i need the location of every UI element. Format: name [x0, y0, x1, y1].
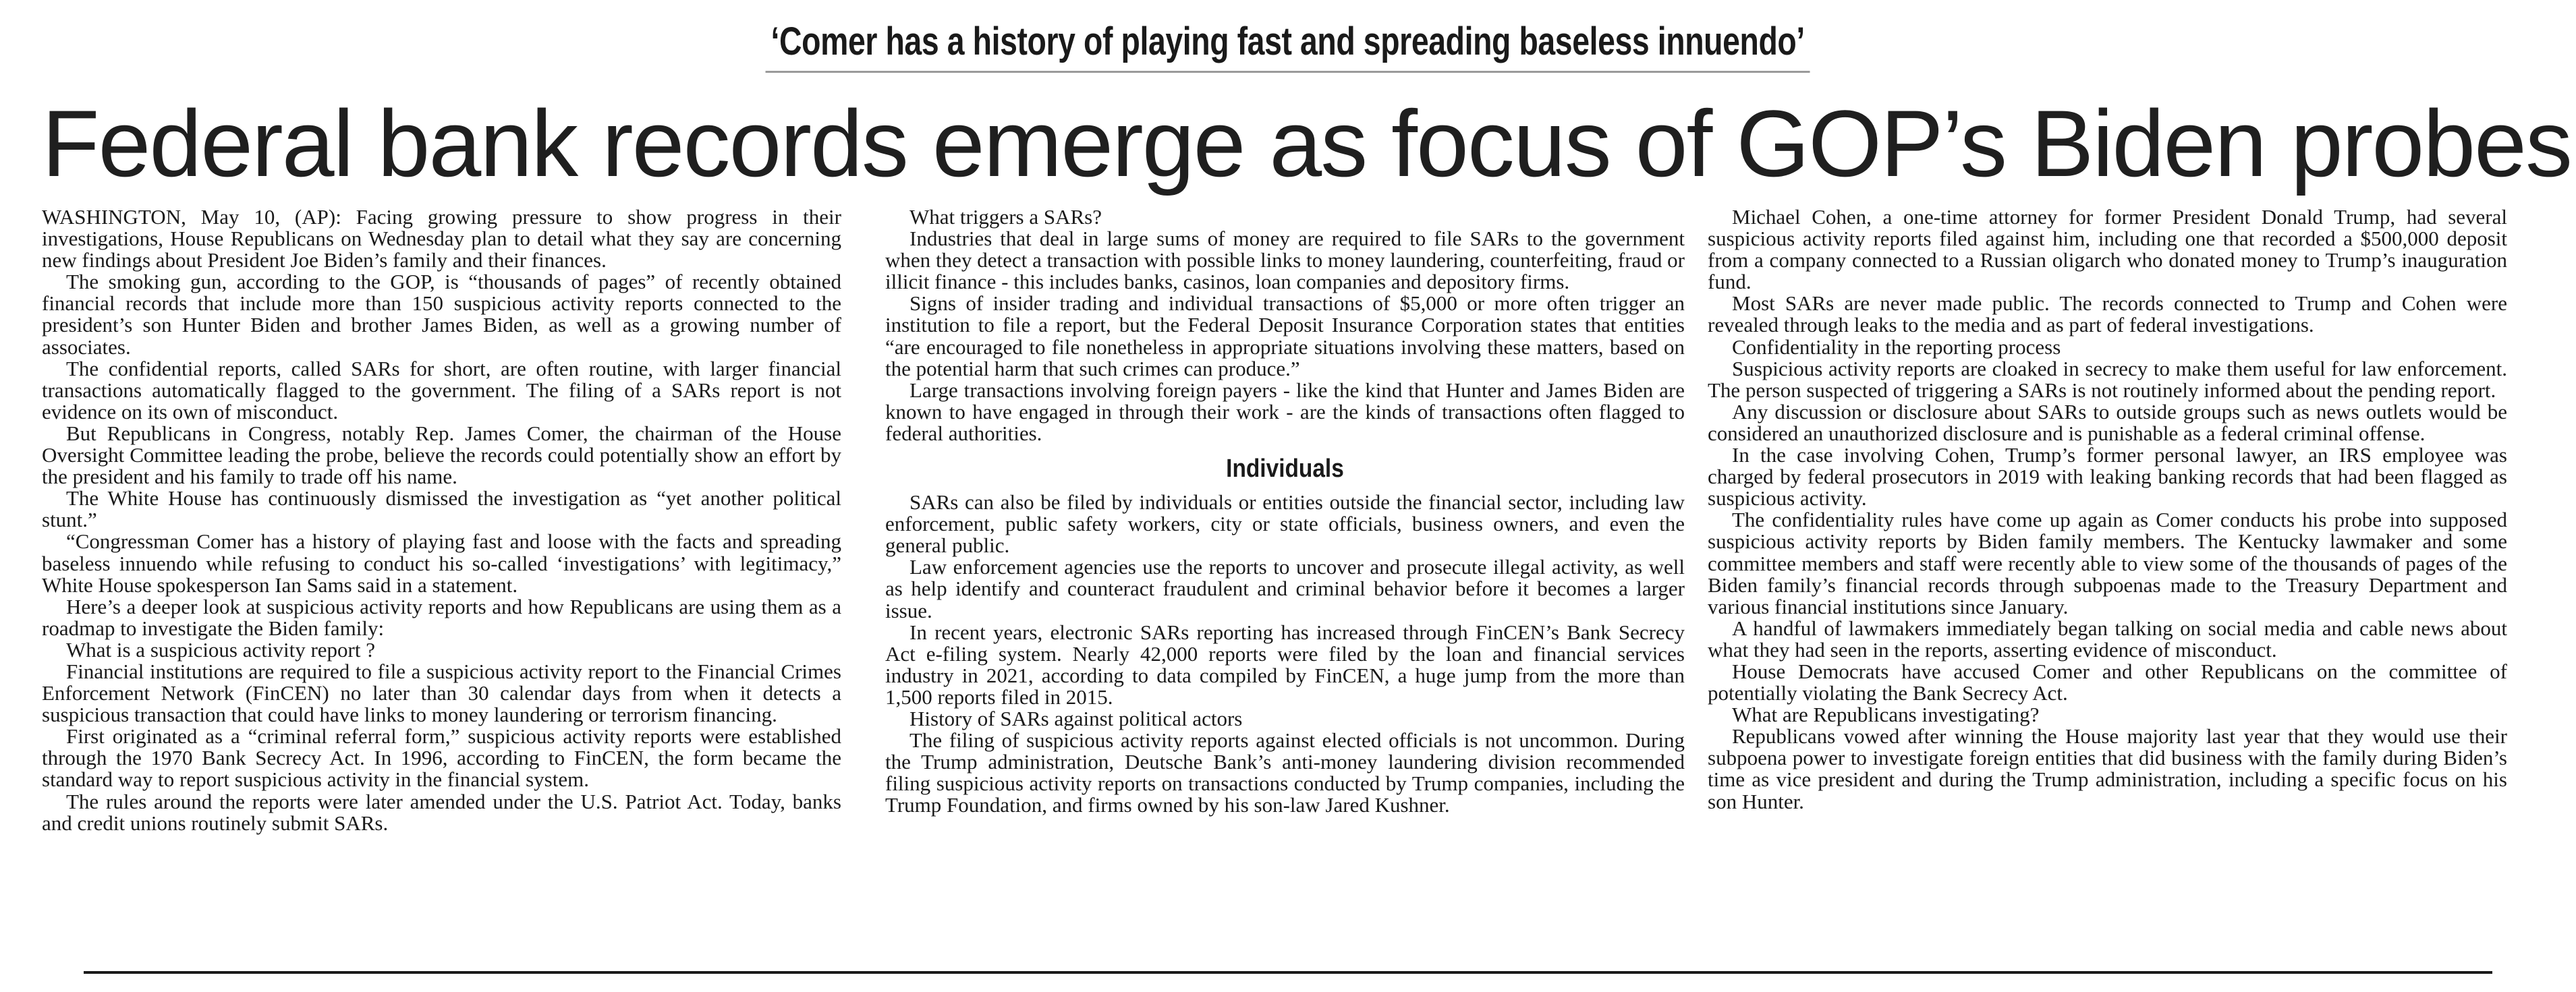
paragraph: In the case involving Cohen, Trump’s former personal lawyer, an IRS employee was charged by federal prosecutors in 2019 with leaking banking records that had been flagged as suspicious activity. [1708, 443, 2507, 510]
paragraph: Any discussion or disclosure about SARs to outside groups such as news outlets would be considered an unauthorized disclosure and is punishable as a federal criminal offense. [1708, 399, 2507, 445]
paragraph: In recent years, electronic SARs reporting has increased through FinCEN’s Bank Secrecy Act e-filing system. Nearly 42,000 reports were filed by the loan and financial services industry in 2021, according to data compiled by FinCEN, a huge jump from the more than 1,500 reports filed in 2015. [885, 620, 1685, 709]
paragraph: Large transactions involving foreign payers - like the kind that Hunter and James Biden are known to have engaged in through their work - are the kinds of transactions often flagged to federal authorities. [885, 378, 1685, 445]
subhead-individuals: Individuals [1226, 455, 1344, 484]
paragraph: The filing of suspicious activity reports against elected officials is not uncommon. During the Trump administration, Deutsche Bank’s anti-money laundering division recommended filing suspicious activity reports on transactions conducted by Trump companies, including the Trump Foundation, and firms owned by his son-law Jared Kushner. [885, 728, 1685, 817]
paragraph: Financial institutions are required to file a suspicious activity report to the Financial Crimes Enforcement Network (FinCEN) no later than 30 calendar days from when it detects a suspicious transaction that could have links to money laundering or terrorism financing. [42, 659, 841, 727]
section-question: What triggers a SARs? [909, 206, 1102, 229]
paragraph: Here’s a deeper look at suspicious activity reports and how Republicans are using them as a roadmap to investigate the Biden family: [42, 594, 841, 640]
paragraph: SARs can also be filed by individuals or entities outside the financial sector, including law enforcement, public safety workers, city or state officials, business owners, and even the general public. [885, 490, 1685, 558]
article-column-1 [42, 206, 841, 972]
paragraph: First originated as a “criminal referral form,” suspicious activity reports were established through the 1970 Bank Secrecy Act. In 1996, according to FinCEN, the form became the standard way to report suspicious activity in the financial system. [42, 724, 841, 792]
section-question: Confidentiality in the reporting process [1732, 334, 2061, 359]
bottom-rule [84, 971, 2492, 974]
paragraph: Law enforcement agencies use the reports to uncover and prosecute illegal activity, as well as help identify and counteract fraudulent and criminal behavior before it becomes a larger issue. [885, 555, 1685, 622]
section-question: What are Republicans investigating? [1732, 703, 2040, 727]
section-question: History of SARs against political actors [909, 706, 1243, 730]
paragraph: The confidentiality rules have come up again as Comer conducts his probe into supposed suspicious activity reports by Biden family members. The Kentucky lawmaker and some committee members and staff were recently able to view some of the thousands of pages of the Biden family’s financial records through subpoenas made to the Treasury Department and various financial institutions since January. [1708, 508, 2507, 618]
kicker-container [0, 19, 2576, 73]
paragraph: Suspicious activity reports are cloaked in secrecy to make them useful for law enforcement. The person suspected of triggering a SARs is not routinely informed about the pending report. [1708, 356, 2507, 402]
paragraph: Most SARs are never made public. The records connected to Trump and Cohen were revealed through leaks to the media and as part of federal investigations. [1708, 291, 2507, 337]
paragraph: But Republicans in Congress, notably Rep. James Comer, the chairman of the House Oversight Committee leading the probe, believe the records could potentially show an effort by the president and his family to trade off his name. [42, 421, 841, 489]
paragraph: WASHINGTON, May 10, (AP): Facing growing pressure to show progress in their investigations, House Republicans on Wednesday plan to detail what they say are concerning new findings about President Joe Biden’s family and their finances. [42, 206, 841, 272]
paragraph: House Democrats have accused Comer and other Republicans on the committee of potentially violating the Bank Secrecy Act. [1708, 659, 2507, 705]
paragraph: The smoking gun, according to the GOP, is “thousands of pages” of recently obtained financial records that include more than 150 suspicious activity reports connected to the president’s son Hunter Biden and brother James Biden, as well as a growing number of associates. [42, 270, 841, 359]
article-column-2 [885, 206, 1685, 972]
paragraph: The rules around the reports were later amended under the U.S. Patriot Act. Today, banks and credit unions routinely submit SARs. [42, 789, 841, 835]
paragraph: Republicans vowed after winning the House majority last year that they would use their subpoena power to investigate foreign entities that did business with the family during Biden’s time as vice president and during the Trump administration, including a specific focus on his son Hunter. [1708, 724, 2507, 813]
paragraph: Michael Cohen, a one-time attorney for former President Donald Trump, had several suspicious activity reports filed against him, including one that recorded a $500,000 deposit from a company connected to a Russian oligarch who donated money to Trump’s inauguration fund. [1708, 206, 2507, 294]
paragraph: A handful of lawmakers immediately began talking on social media and cable news about what they had seen in the reports, asserting evidence of misconduct. [1708, 616, 2507, 662]
headline: Federal bank records emerge as focus of GOP’s Biden probes [42, 90, 2571, 196]
paragraph: The White House has continuously dismissed the investigation as “yet another political stunt.” [42, 486, 841, 532]
article-column-3 [1708, 206, 2507, 972]
paragraph: Industries that deal in large sums of money are required to file SARs to the government when they detect a transaction with possible links to money laundering, counterfeiting, fraud or illicit finance - this includes banks, casinos, loan companies and depository firms. [885, 227, 1685, 294]
paragraph: The confidential reports, called SARs for short, are often routine, with larger financial transactions automatically flagged to the government. The filing of a SARs report is not evidence on its own of misconduct. [42, 356, 841, 424]
kicker-deck: ‘Comer has a history of playing fast and spreading baseless innuendo’ [766, 19, 1810, 73]
section-question: What is a suspicious activity report ? [66, 637, 375, 662]
paragraph: Signs of insider trading and individual transactions of $5,000 or more often trigger an institution to file a report, but the Federal Deposit Insurance Corporation states that entities “are encouraged to file nonetheless in appropriate situations involving these matters, based on the potential harm that such crimes can produce.” [885, 291, 1685, 380]
paragraph: “Congressman Comer has a history of playing fast and loose with the facts and spreading baseless innuendo while refusing to conduct his so-called ‘investigations’ with legitimacy,” White House spokesperson Ian Sams said in a statement. [42, 529, 841, 597]
